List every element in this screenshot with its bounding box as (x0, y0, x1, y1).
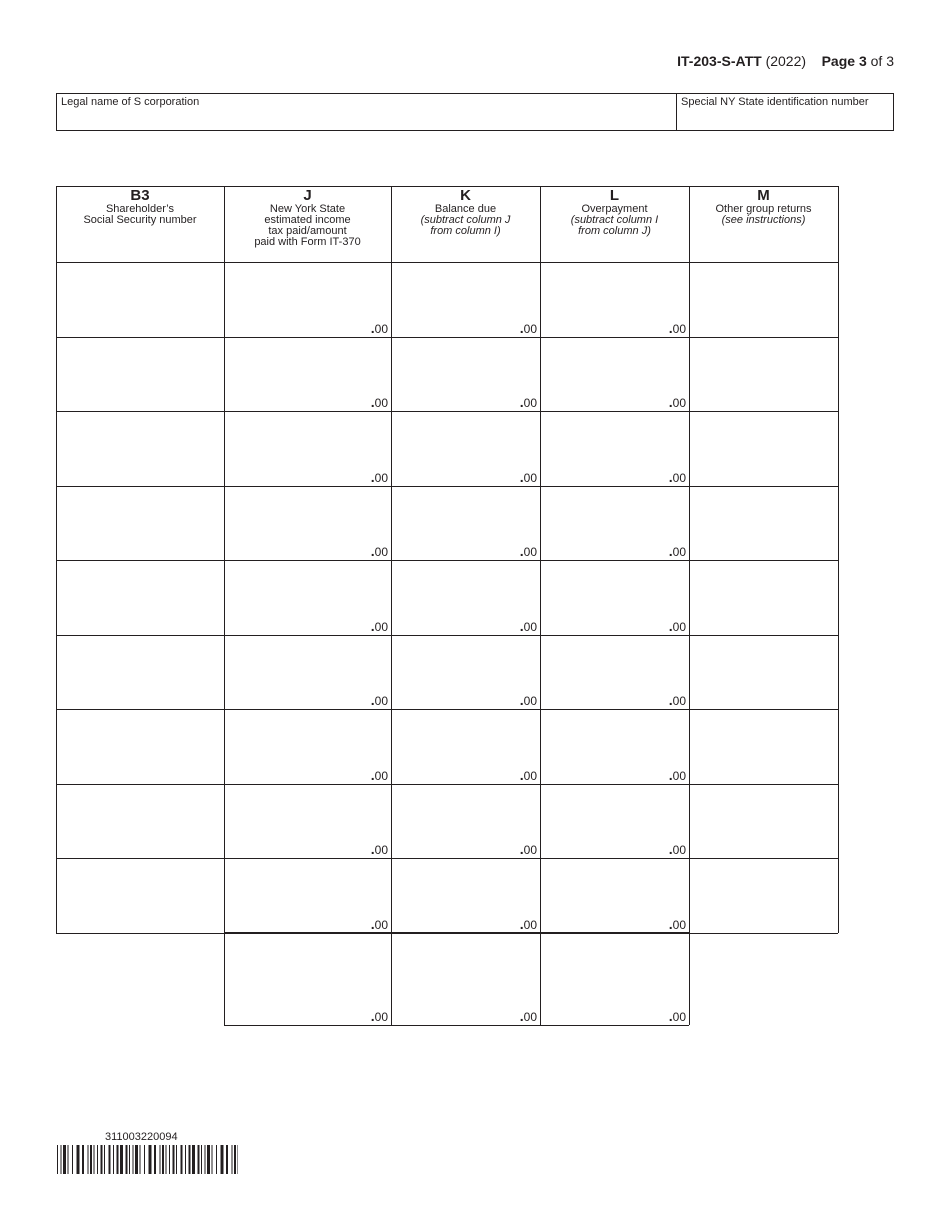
cents-digits: 00 (523, 470, 537, 485)
cents-digits: 00 (374, 917, 388, 932)
column-description: New York State (269, 203, 346, 215)
table-rule (689, 932, 690, 1025)
cents-digits: 00 (672, 321, 686, 336)
balance-due-cell[interactable] (391, 858, 540, 933)
decimal-point: . (519, 617, 524, 634)
table-rule (56, 186, 57, 933)
column-letter: M (757, 187, 770, 204)
cents-suffix (669, 916, 686, 932)
table-rule (224, 932, 225, 1025)
form-id: IT-203-S-ATT (677, 53, 762, 69)
cents-digits: 00 (523, 768, 537, 783)
decimal-point: . (668, 692, 673, 708)
balance-due-cell[interactable] (391, 784, 540, 859)
table-rule (540, 932, 541, 1025)
table-rule (56, 486, 838, 487)
cents-suffix (520, 469, 537, 485)
other-group-cell[interactable] (689, 560, 838, 635)
cents-suffix (371, 916, 388, 932)
other-group-cell[interactable] (689, 635, 838, 710)
column-letter: L (609, 187, 620, 204)
estimated-tax-cell[interactable] (224, 635, 391, 710)
cents-digits: 00 (374, 545, 388, 559)
cents-suffix (669, 394, 686, 410)
cents-suffix (371, 767, 388, 783)
cents-suffix (371, 543, 388, 559)
decimal-point: . (668, 841, 673, 857)
cents-digits: 00 (672, 470, 686, 485)
table-rule (56, 560, 838, 561)
table-rule (224, 932, 689, 933)
total-overpayment-cell[interactable] (540, 932, 689, 1025)
cents-digits: 00 (672, 694, 686, 708)
cents-digits: 00 (672, 545, 686, 559)
cents-suffix (669, 692, 686, 708)
table-rule (56, 262, 838, 263)
overpayment-cell[interactable] (540, 337, 689, 412)
ssn-cell[interactable] (56, 337, 224, 412)
form-header (677, 53, 894, 69)
ssn-cell[interactable] (56, 262, 224, 337)
cents-digits: 00 (672, 917, 686, 932)
decimal-point: . (668, 394, 673, 410)
page-word: Page (821, 53, 856, 69)
column-header-m (689, 186, 838, 262)
cents-suffix (520, 1008, 537, 1024)
cents-suffix (669, 618, 686, 634)
decimal-point: . (519, 394, 524, 410)
column-description: Social Security number (83, 214, 197, 226)
other-group-cell[interactable] (689, 858, 838, 933)
estimated-tax-cell[interactable] (224, 858, 391, 933)
table-rule (56, 635, 838, 636)
cents-suffix (520, 692, 537, 708)
overpayment-cell[interactable] (540, 709, 689, 784)
cents-suffix (520, 916, 537, 932)
cents-suffix (669, 320, 686, 336)
balance-due-cell[interactable] (391, 709, 540, 784)
decimal-point: . (370, 617, 375, 634)
cents-suffix (371, 320, 388, 336)
decimal-point: . (370, 1008, 375, 1024)
cents-suffix (520, 320, 537, 336)
barcode-number: 311003220094 (105, 1131, 178, 1143)
estimated-tax-cell[interactable] (224, 411, 391, 486)
column-description: Balance due (434, 203, 497, 215)
column-description: paid with Form IT-370 (254, 236, 361, 248)
table-rule (540, 186, 541, 933)
barcode-icon (57, 1145, 238, 1174)
cents-digits: 00 (523, 917, 537, 932)
other-group-cell[interactable] (689, 262, 838, 337)
cents-digits: 00 (672, 1010, 686, 1024)
balance-due-cell[interactable] (391, 635, 540, 710)
other-group-cell[interactable] (689, 486, 838, 561)
table-rule (689, 186, 690, 933)
decimal-point: . (370, 468, 375, 485)
total-estimated-tax-cell[interactable] (224, 932, 391, 1025)
decimal-point: . (519, 543, 524, 559)
cents-digits: 00 (672, 396, 686, 410)
decimal-point: . (668, 1008, 673, 1024)
column-instruction: (subtract column J (420, 214, 511, 226)
estimated-tax-cell[interactable] (224, 560, 391, 635)
other-group-cell[interactable] (689, 784, 838, 859)
decimal-point: . (519, 841, 524, 857)
cents-suffix (520, 767, 537, 783)
table-rule (56, 411, 838, 412)
cents-suffix (520, 543, 537, 559)
cents-digits: 00 (374, 843, 388, 857)
ssn-cell[interactable] (56, 635, 224, 710)
legal-name-label: Legal name of S corporation (61, 96, 200, 108)
cents-suffix (669, 469, 686, 485)
total-balance-due-cell[interactable] (391, 932, 540, 1025)
cents-suffix (371, 618, 388, 634)
column-letter: K (460, 187, 471, 204)
estimated-tax-cell[interactable] (224, 784, 391, 859)
balance-due-cell[interactable] (391, 560, 540, 635)
decimal-point: . (519, 319, 524, 336)
ssn-cell[interactable] (56, 411, 224, 486)
other-group-cell[interactable] (689, 709, 838, 784)
estimated-tax-cell[interactable] (224, 337, 391, 412)
decimal-point: . (668, 915, 673, 932)
cents-digits: 00 (672, 619, 686, 634)
cents-digits: 00 (374, 470, 388, 485)
overpayment-cell[interactable] (540, 486, 689, 561)
column-description: tax paid/amount (268, 225, 347, 237)
other-group-cell[interactable] (689, 337, 838, 412)
decimal-point: . (519, 766, 524, 783)
page-of: of 3 (870, 53, 894, 69)
decimal-point: . (370, 841, 375, 857)
estimated-tax-cell[interactable] (224, 262, 391, 337)
decimal-point: . (370, 543, 375, 559)
decimal-point: . (519, 915, 524, 932)
legal-name-field[interactable] (57, 94, 677, 130)
estimated-tax-cell[interactable] (224, 709, 391, 784)
cents-suffix (520, 841, 537, 857)
cents-suffix (669, 767, 686, 783)
overpayment-cell[interactable] (540, 784, 689, 859)
ssn-cell[interactable] (56, 784, 224, 859)
corporation-info-box (56, 93, 894, 131)
overpayment-cell[interactable] (540, 411, 689, 486)
table-rule (56, 337, 838, 338)
decimal-point: . (668, 617, 673, 634)
table-rule (391, 186, 392, 933)
ssn-cell[interactable] (56, 560, 224, 635)
decimal-point: . (668, 319, 673, 336)
cents-digits: 00 (374, 694, 388, 708)
column-description: estimated income (264, 214, 351, 226)
table-rule (56, 186, 838, 187)
other-group-cell[interactable] (689, 411, 838, 486)
cents-suffix (520, 394, 537, 410)
cents-digits: 00 (672, 768, 686, 783)
cents-digits: 00 (374, 619, 388, 634)
cents-suffix (371, 394, 388, 410)
cents-suffix (371, 692, 388, 708)
cents-digits: 00 (672, 843, 686, 857)
balance-due-cell[interactable] (391, 262, 540, 337)
decimal-point: . (519, 468, 524, 485)
ssn-cell[interactable] (56, 858, 224, 933)
table-rule (56, 784, 838, 785)
cents-suffix (371, 841, 388, 857)
table-rule (224, 1025, 689, 1026)
cents-digits: 00 (374, 321, 388, 336)
cents-digits: 00 (523, 1010, 537, 1024)
overpayment-cell[interactable] (540, 635, 689, 710)
table-rule (56, 858, 838, 859)
cents-digits: 00 (523, 619, 537, 634)
decimal-point: . (370, 394, 375, 410)
cents-digits: 00 (523, 843, 537, 857)
balance-due-cell[interactable] (391, 411, 540, 486)
cents-digits: 00 (523, 321, 537, 336)
cents-suffix (371, 469, 388, 485)
overpayment-cell[interactable] (540, 262, 689, 337)
decimal-point: . (519, 692, 524, 708)
cents-suffix (669, 543, 686, 559)
overpayment-cell[interactable] (540, 858, 689, 933)
balance-due-cell[interactable] (391, 486, 540, 561)
decimal-point: . (668, 543, 673, 559)
decimal-point: . (370, 915, 375, 932)
column-description: Overpayment (581, 203, 648, 215)
column-header-l (540, 186, 689, 262)
page-number: 3 (858, 53, 867, 69)
column-header-b3 (56, 186, 224, 262)
decimal-point: . (370, 766, 375, 783)
column-description: Shareholder’s (105, 203, 175, 215)
ssn-cell[interactable] (56, 709, 224, 784)
table-rule (224, 186, 225, 933)
ssn-cell[interactable] (56, 486, 224, 561)
cents-digits: 00 (374, 768, 388, 783)
cents-digits: 00 (374, 396, 388, 410)
table-rule (56, 709, 838, 710)
estimated-tax-cell[interactable] (224, 486, 391, 561)
decimal-point: . (370, 692, 375, 708)
decimal-point: . (519, 1008, 524, 1024)
decimal-point: . (668, 766, 673, 783)
column-instruction: (subtract column I (570, 214, 659, 226)
cents-digits: 00 (523, 694, 537, 708)
column-letter: J (303, 187, 312, 204)
overpayment-cell[interactable] (540, 560, 689, 635)
column-header-j (224, 186, 391, 262)
table-rule (391, 932, 392, 1025)
column-instruction: from column I) (430, 225, 501, 237)
decimal-point: . (370, 319, 375, 336)
decimal-point: . (668, 468, 673, 485)
column-instruction: from column J) (578, 225, 651, 237)
table-rule (838, 186, 839, 933)
cents-digits: 00 (374, 1010, 388, 1024)
cents-suffix (669, 1008, 686, 1024)
cents-suffix (669, 841, 686, 857)
column-letter: B3 (130, 187, 150, 204)
column-description: Other group returns (715, 203, 812, 215)
cents-digits: 00 (523, 396, 537, 410)
column-instruction: (see instructions) (721, 214, 806, 226)
column-header-k (391, 186, 540, 262)
balance-due-cell[interactable] (391, 337, 540, 412)
special-id-field[interactable] (677, 94, 893, 130)
special-id-label: Special NY State identification number (681, 96, 869, 108)
cents-suffix (520, 618, 537, 634)
cents-digits: 00 (523, 545, 537, 559)
cents-suffix (371, 1008, 388, 1024)
form-year: (2022) (765, 53, 807, 69)
